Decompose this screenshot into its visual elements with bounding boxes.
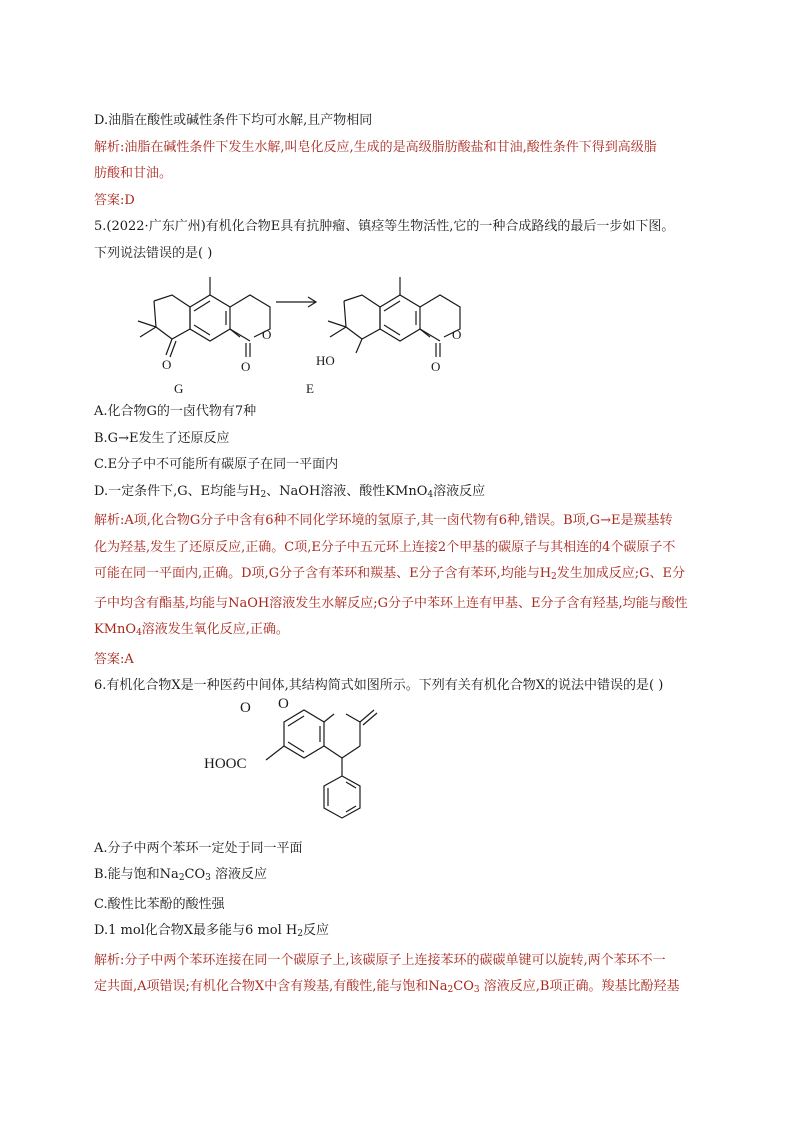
- reaction-scheme-drawing: [94, 267, 734, 399]
- compound-e-label: E: [306, 381, 314, 396]
- q6-option-b: B.能与饱和$Na_2CO_3$ 溶液反应: [94, 867, 268, 883]
- e-hydroxyl-group: HO: [316, 353, 335, 368]
- q5-option-d: D.一定条件下,G、E均能与$H_2$、NaOH溶液、酸性KMnO$_4$溶液反应: [94, 483, 486, 500]
- q6-analysis-line-2: 定共面,A项错误;有机化合物X中含有羧基,有酸性,能与饱和$Na_2CO_3$ 溶液反应,B项正确。羧基比酚羟基: [94, 979, 680, 995]
- q4-answer: 答案:D: [94, 192, 135, 208]
- q5-option-c: C.E分子中不可能所有碳原子在同一平面内: [94, 457, 339, 472]
- q6-option-d: D.1 mol化合物X最多能与6 mol $H_2$反应: [94, 923, 329, 939]
- x-carbonyl-oxygen: O: [278, 695, 289, 712]
- q6-option-c: C.酸性比苯酚的酸性强: [94, 896, 225, 912]
- q4-analysis-line-1: 解析:油脂在碱性条件下发生水解,叫皂化反应,生成的是高级脂肪酸盐和甘油,酸性条件下得到高级脂: [94, 139, 657, 155]
- q5-option-a: A.化合物G的一卤代物有7种: [94, 404, 257, 419]
- q5-analysis-line-1: 解析:A项,化合物G分子中含有6种不同化学环境的氢原子,其一卤代物有6种,错误。B项,G→E是羰基转: [94, 513, 673, 528]
- q6-option-a: A.分子中两个苯环一定处于同一平面: [94, 840, 303, 856]
- structure-x-drawing: [94, 700, 734, 836]
- q5-analysis-line-4: 子中均含有酯基,均能与NaOH溶液发生水解反应;G分子中苯环上连有甲基、E分子含有羟基,均能与酸性: [94, 595, 688, 611]
- q6-structure: [94, 695, 734, 836]
- x-carboxyl-group: HOOC: [204, 755, 247, 772]
- e-carbonyl-oxygen: O: [431, 359, 441, 374]
- q5-analysis-line-5: KMnO$_4$溶液发生氧化反应,正确。: [94, 622, 289, 638]
- q5-answer: 答案:A: [94, 651, 134, 667]
- q5-option-b: B.G→E发生了还原反应: [94, 430, 230, 446]
- e-ring-oxygen: O: [452, 327, 462, 342]
- g-ketone-oxygen: O: [162, 357, 172, 372]
- q6-analysis-line-1: 解析:分子中两个苯环连接在同一个碳原子上,该碳原子上连接苯环的碳碳单键可以旋转,两个苯环不一: [94, 952, 666, 968]
- document-page: [94, 108, 734, 1004]
- g-ring-oxygen: O: [262, 327, 272, 342]
- g-carbonyl-oxygen: O: [241, 359, 251, 374]
- q4-option-d: D.油脂在酸性或碱性条件下均可水解,且产物相同: [94, 113, 373, 128]
- q5-analysis-line-3: 可能在同一平面内,正确。D项,G分子含有苯环和羰基、E分子含有苯环,均能与$H_2$发生加成反应;G、E分: [94, 566, 686, 582]
- q5-stem-line-2: 下列说法错误的是( ): [94, 245, 213, 261]
- q5-analysis-line-2: 化为羟基,发生了还原反应,正确。C项,E分子中五元环上连接2个甲基的碳原子与其相连的4个碳原子不: [94, 539, 676, 555]
- x-ring-oxygen: O: [240, 699, 251, 716]
- q4-analysis-line-2: 肪酸和甘油。: [94, 166, 173, 181]
- q5-stem-line-1: 5.(2022·广东广州)有机化合物E具有抗肿瘤、镇痉等生物活性,它的一种合成路线的最后一步如下图。: [94, 219, 675, 234]
- q5-reaction-scheme: [94, 267, 734, 399]
- compound-g-label: G: [174, 381, 184, 396]
- q6-stem: 6.有机化合物X是一种医药中间体,其结构简式如图所示。下列有关有机化合物X的说法中错误的是( ): [94, 678, 664, 693]
